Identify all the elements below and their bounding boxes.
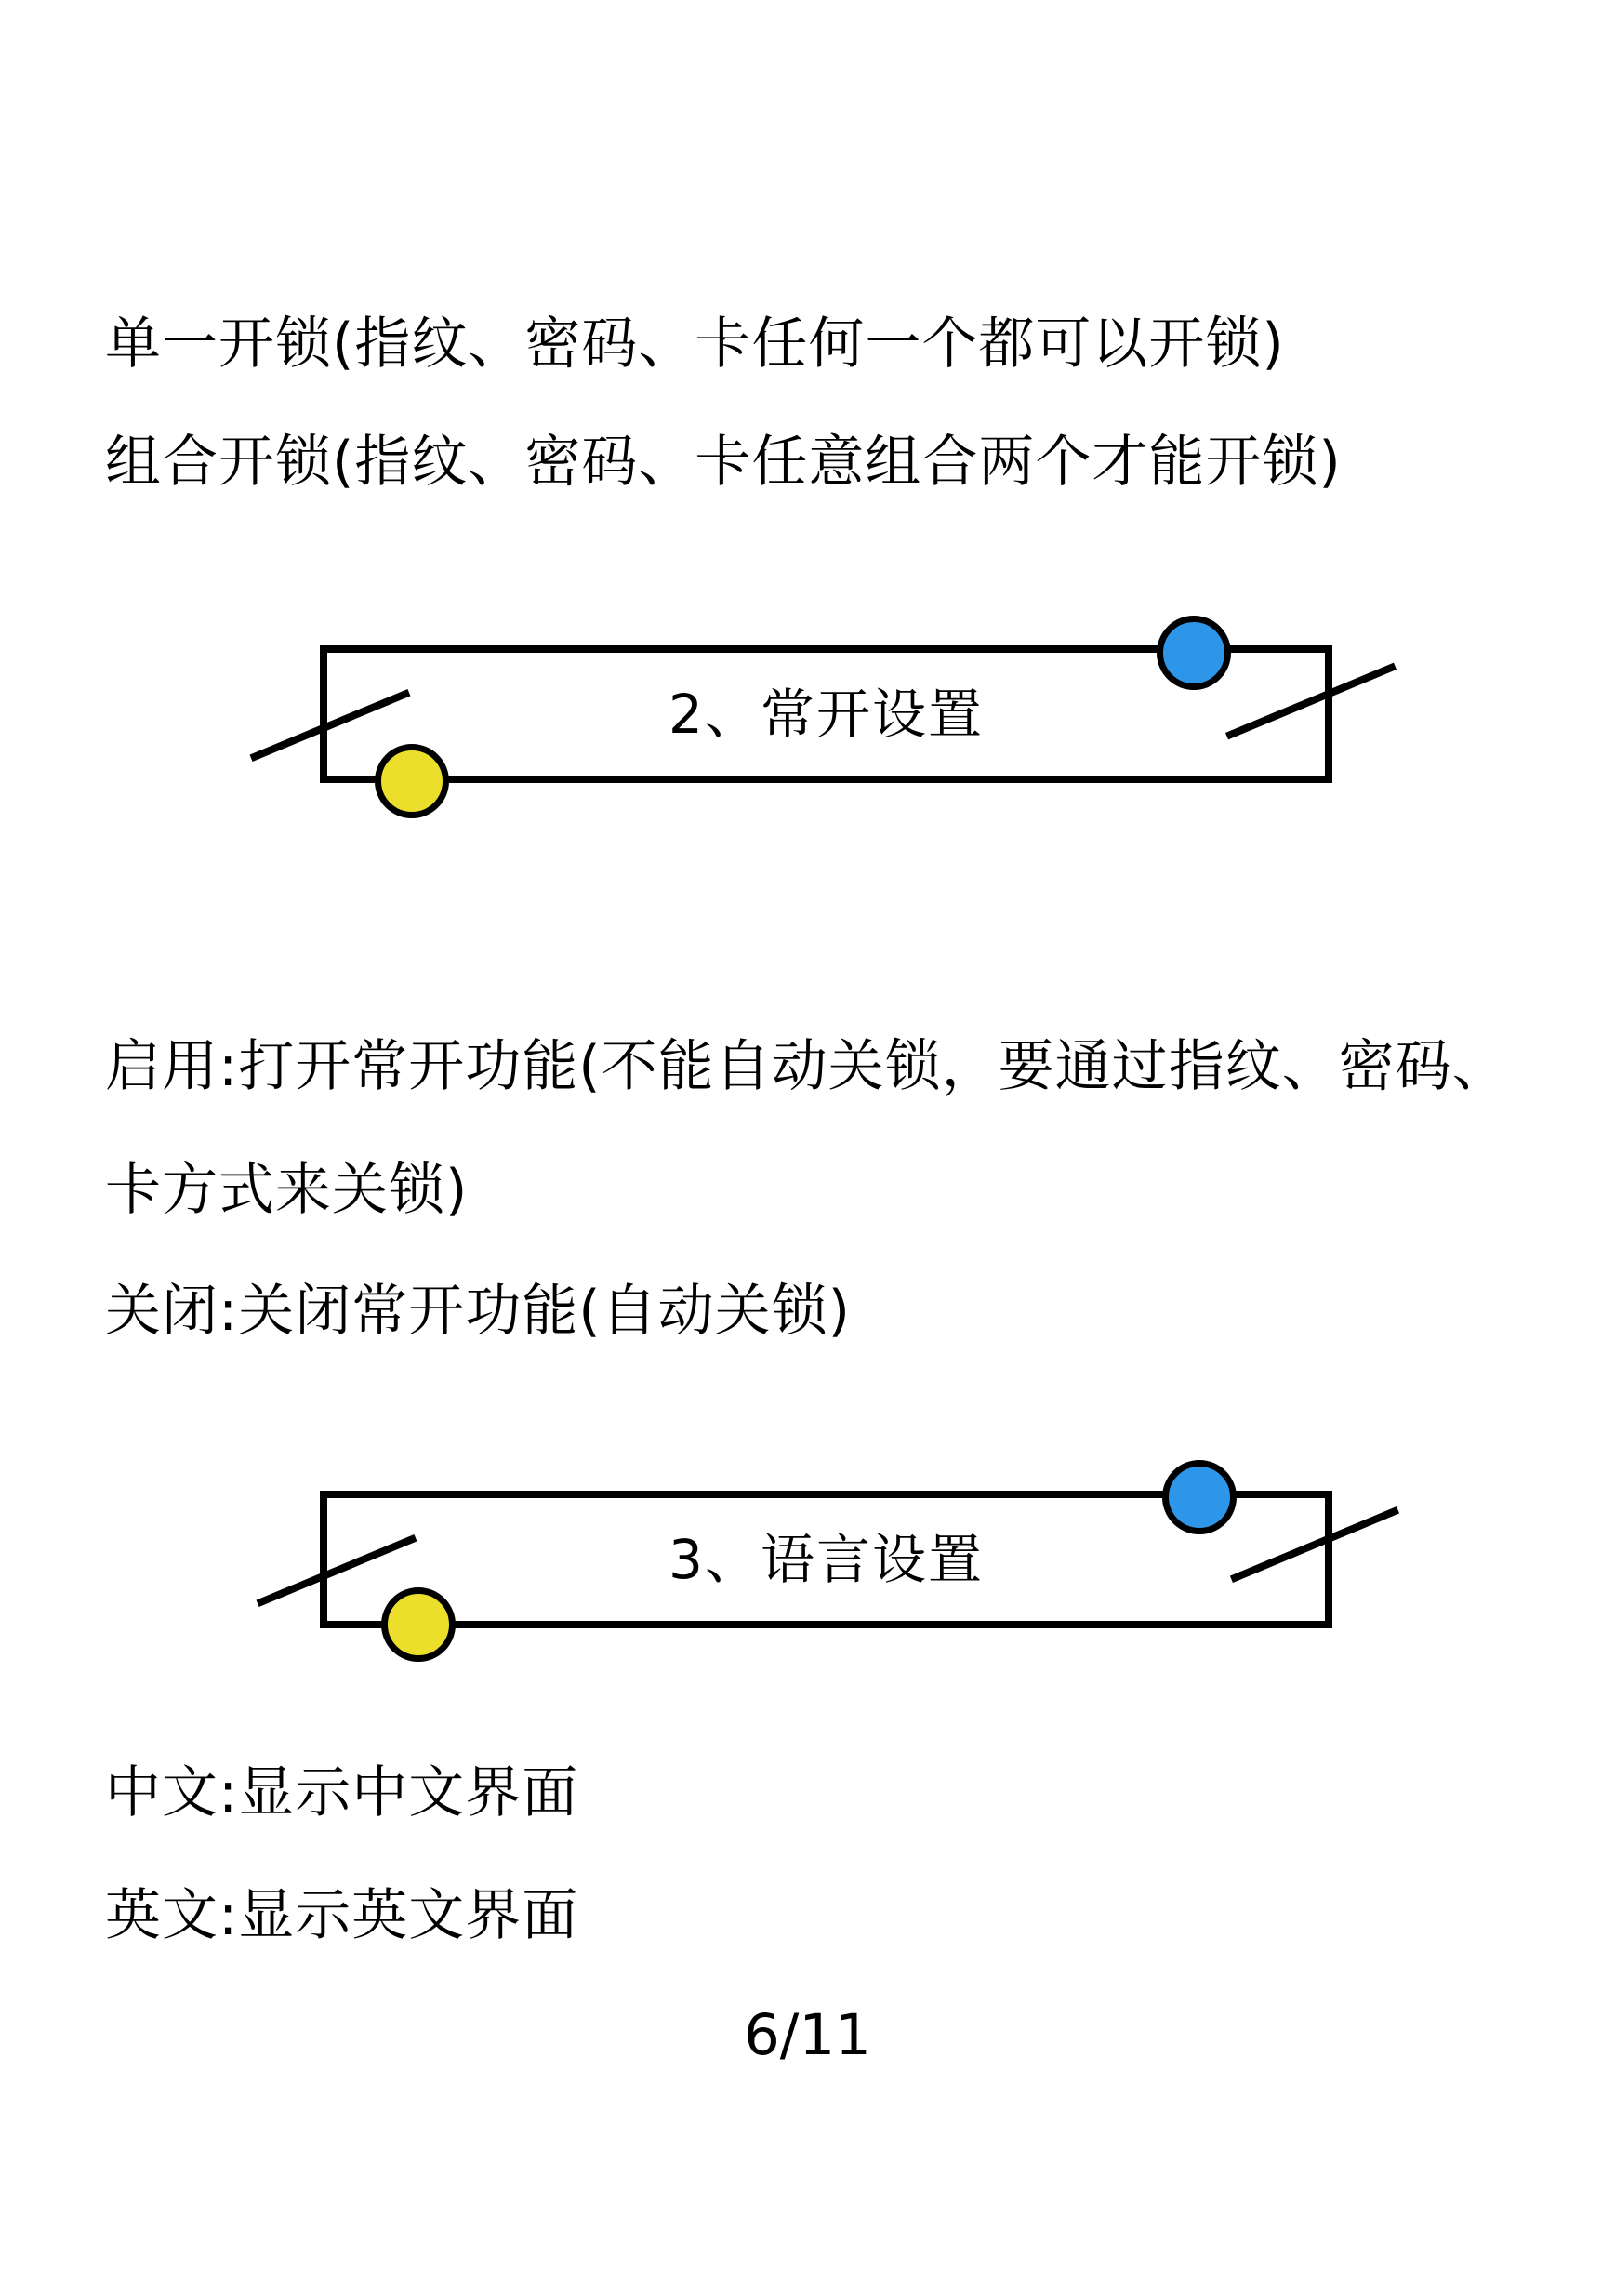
- enable-description-text-line1: 启用:打开常开功能(不能自动关锁，要通过指纹、密码、: [105, 1034, 1509, 1099]
- language-settings-title: 3、语言设置: [669, 1528, 984, 1591]
- yellow-dot-icon: [375, 744, 449, 818]
- combo-unlock-text: 组合开锁(指纹、密码、卡任意组合两个才能开锁): [105, 430, 1342, 495]
- enable-description-text-line2: 卡方式来关锁): [105, 1158, 469, 1223]
- chinese-option-text: 中文:显示中文界面: [105, 1760, 579, 1825]
- blue-dot-icon: [1162, 1460, 1237, 1534]
- yellow-dot-icon: [381, 1587, 456, 1662]
- english-option-text: 英文:显示英文界面: [105, 1883, 579, 1948]
- page-number: 6/11: [744, 2002, 871, 2068]
- blue-dot-icon: [1157, 616, 1231, 690]
- single-unlock-text: 单一开锁(指纹、密码、卡任何一个都可以开锁): [105, 312, 1285, 377]
- normally-open-settings-title: 2、常开设置: [669, 683, 984, 746]
- disable-description-text: 关闭:关闭常开功能(自动关锁): [105, 1279, 852, 1344]
